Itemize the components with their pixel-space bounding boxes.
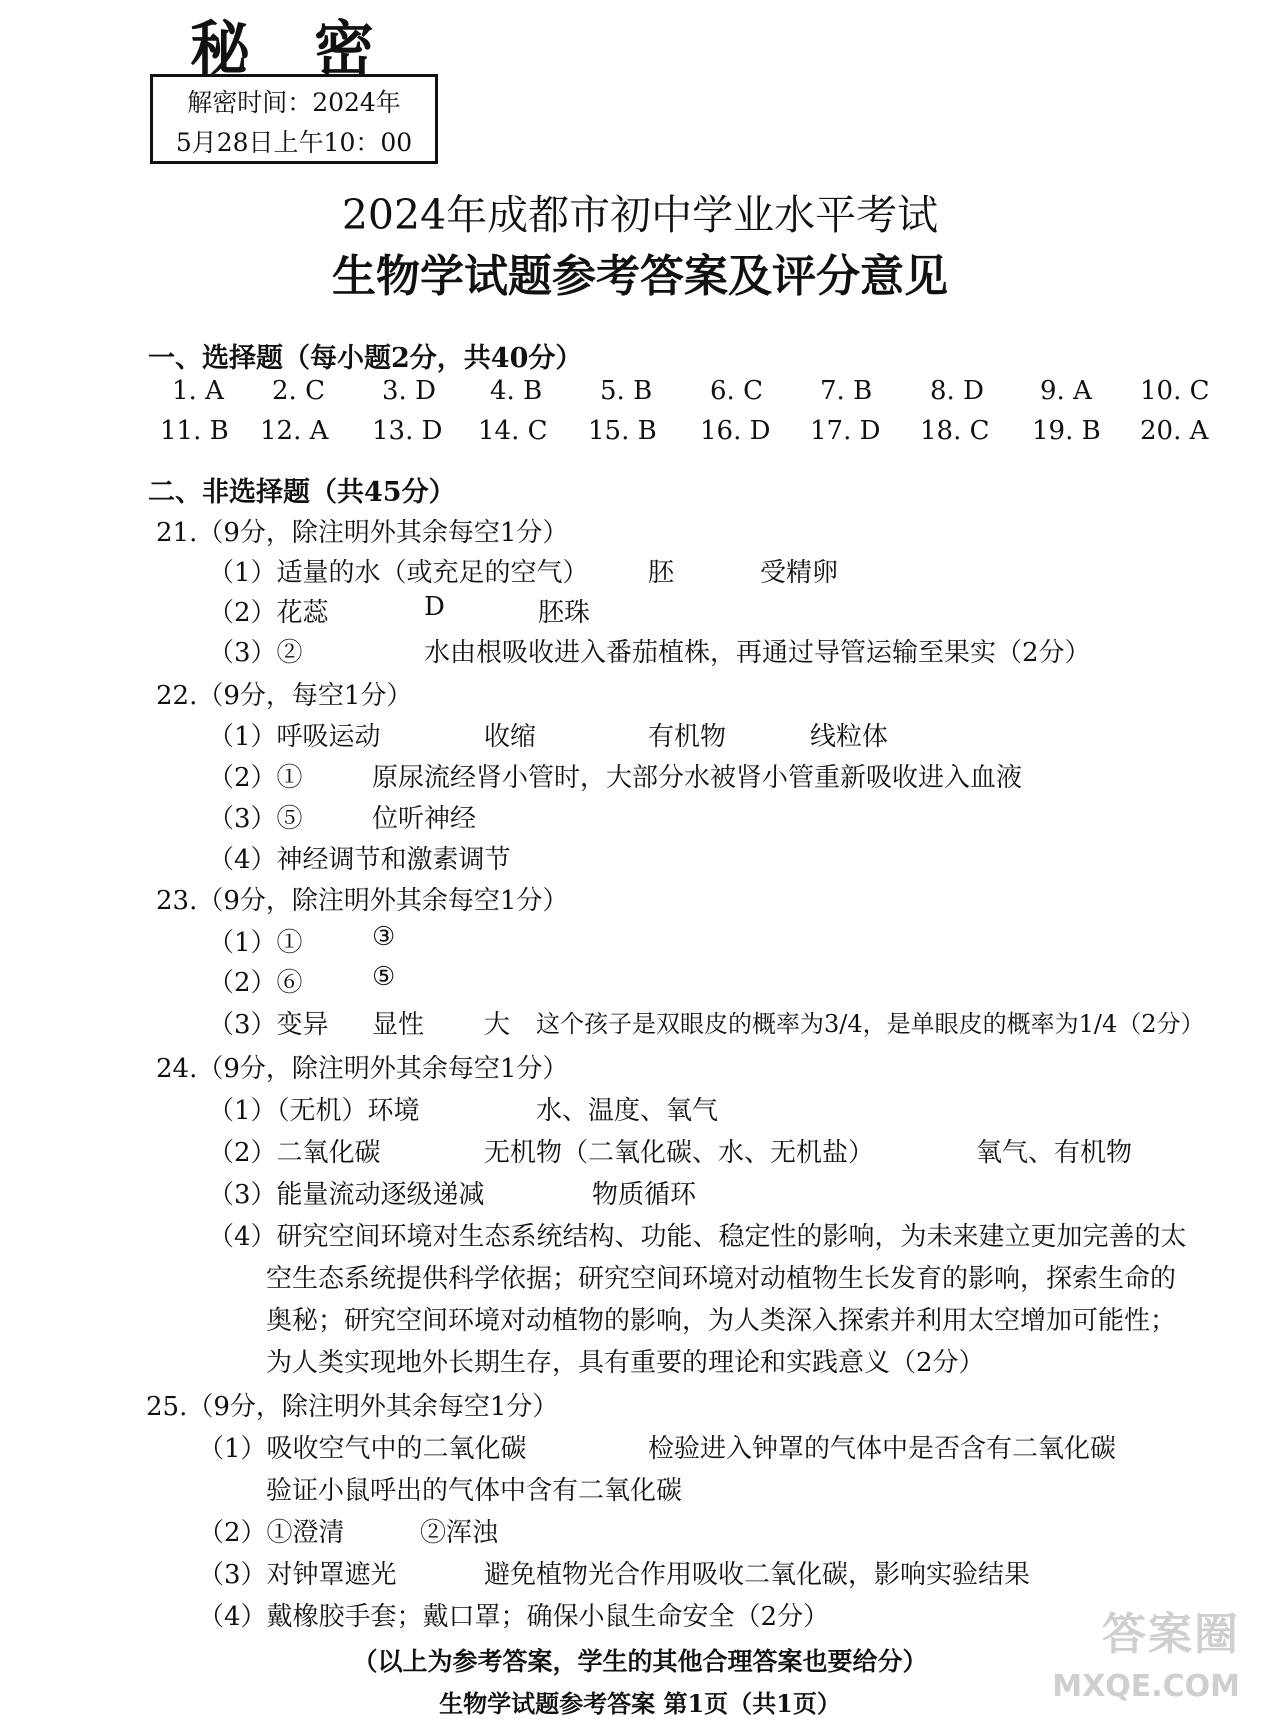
q25-answer: ②浑浊 (420, 1518, 499, 1548)
mc-answer: 5. B (600, 376, 653, 406)
mc-answer: 10. C (1140, 376, 1210, 406)
mc-answer: 6. C (710, 376, 763, 406)
q22-answer: 线粒体 (810, 722, 889, 752)
mc-answer: 17. D (810, 416, 881, 446)
declassify-time-box (150, 74, 438, 164)
q23-answer: 这个孩子是双眼皮的概率为3/4，是单眼皮的概率为1/4（2分） (536, 1010, 1205, 1038)
q21-heading: 21.（9分，除注明外其余每空1分） (156, 518, 569, 548)
q25-answer: （3）对钟罩遮光 (198, 1560, 397, 1590)
mc-answer: 2. C (272, 376, 325, 406)
q24-answer: 氧气、有机物 (976, 1138, 1133, 1168)
exam-title: 2024年成都市初中学业水平考试 (341, 191, 939, 239)
mc-answer: 16. D (700, 416, 771, 446)
q22-answer: 有机物 (648, 722, 727, 752)
q25-answer: （2）①澄清 (198, 1518, 345, 1548)
q21-answer: （3）② (208, 638, 303, 668)
q21-answer: 胚珠 (538, 598, 591, 628)
q25-answer: （1）吸收空气中的二氧化碳 (198, 1434, 527, 1464)
declassify-time-line1: 解密时间：2024年 (187, 88, 401, 117)
q21-answer: D (424, 592, 445, 622)
declassify-time-line2: 5月28日上午10：00 (175, 128, 413, 157)
q24-answer-line: 奥秘；研究空间环境对动植物的影响，为人类深入探索并利用太空增加可能性； (266, 1306, 1177, 1336)
q21-answer: 受精卵 (760, 558, 839, 588)
q22-answer: 原尿流经肾小管时，大部分水被肾小管重新吸收进入血液 (372, 763, 1023, 793)
q22-answer: 收缩 (484, 722, 537, 752)
q25-answer: （4）戴橡胶手套；戴口罩；确保小鼠生命安全（2分） (198, 1602, 830, 1632)
q22-answer: （1）呼吸运动 (208, 722, 381, 752)
mc-answer: 15. B (588, 416, 657, 446)
secret-label: 秘密 (190, 15, 438, 85)
q24-answer: （2）二氧化碳 (208, 1138, 381, 1168)
q23-answer: 大 (484, 1010, 511, 1040)
q24-answer-line: 为人类实现地外长期生存，具有重要的理论和实践意义（2分） (266, 1348, 985, 1378)
q21-answer: （1）适量的水（或充足的空气） (208, 558, 589, 588)
q22-answer: （3）⑤ (208, 804, 303, 834)
q25-answer: 避免植物光合作用吸收二氧化碳，影响实验结果 (484, 1560, 1031, 1590)
mc-answer: 11. B (160, 416, 229, 446)
section2-heading: 二、非选择题（共45分） (148, 477, 456, 508)
q21-answer: （2）花蕊 (208, 598, 329, 628)
q21-answer: 胚 (648, 558, 675, 588)
q25-answer: 检验进入钟罩的气体中是否含有二氧化碳 (648, 1434, 1117, 1464)
q24-answer-line: （4）研究空间环境对生态系统结构、功能、稳定性的影响，为未来建立更加完善的太 (208, 1222, 1187, 1252)
q24-answer: 物质循环 (592, 1180, 697, 1210)
section1-heading: 一、选择题（每小题2分，共40分） (148, 343, 583, 374)
q23-answer: ⑤ (372, 962, 396, 992)
q23-answer: ③ (372, 922, 396, 952)
watermark-logo: 答案圈 (1102, 1609, 1240, 1660)
q23-answer: （2）⑥ (208, 968, 303, 998)
q22-answer: 位听神经 (372, 804, 477, 834)
watermark-url: MXQE.COM (1052, 1669, 1240, 1704)
q21-answer: 水由根吸收进入番茄植株，再通过导管运输至果实（2分） (424, 638, 1091, 668)
q24-answer: 无机物（二氧化碳、水、无机盐） (484, 1138, 875, 1168)
mc-answer: 8. D (930, 376, 984, 406)
q25-answer: 验证小鼠呼出的气体中含有二氧化碳 (266, 1476, 683, 1506)
mc-answer: 1. A (172, 376, 224, 406)
q24-answer: （1）（无机）环境 (208, 1096, 420, 1126)
q24-answer: 水、温度、氧气 (536, 1096, 719, 1126)
q22-answer: （2）① (208, 763, 303, 793)
mc-answer: 4. B (490, 376, 543, 406)
footer-note: （以上为参考答案，学生的其他合理答案也要给分） (352, 1647, 928, 1676)
mc-answer: 18. C (920, 416, 990, 446)
page-footer: 生物学试题参考答案 第1页（共1页） (439, 1689, 841, 1718)
mc-answer: 9. A (1040, 376, 1092, 406)
q23-answer: （3）变异 (208, 1010, 329, 1040)
q23-answer: （1）① (208, 928, 303, 958)
mc-answer: 20. A (1140, 416, 1209, 446)
mc-answer: 3. D (382, 376, 436, 406)
mc-answer: 14. C (478, 416, 548, 446)
q22-heading: 22.（9分，每空1分） (156, 681, 413, 711)
q23-answer: 显性 (372, 1010, 425, 1040)
q24-answer: （3）能量流动逐级递减 (208, 1180, 485, 1210)
mc-answer: 12. A (260, 416, 329, 446)
answer-key-title: 生物学试题参考答案及评分意见 (332, 251, 948, 302)
q23-heading: 23.（9分，除注明外其余每空1分） (156, 886, 569, 916)
q24-answer-line: 空生态系统提供科学依据；研究空间环境对动植物生长发育的影响，探索生命的 (266, 1264, 1177, 1294)
mc-answer: 7. B (820, 376, 873, 406)
q24-heading: 24.（9分，除注明外其余每空1分） (156, 1054, 569, 1084)
q22-answer: （4）神经调节和激素调节 (208, 845, 511, 875)
mc-answer: 19. B (1032, 416, 1101, 446)
mc-answer: 13. D (372, 416, 443, 446)
q25-heading: 25.（9分，除注明外其余每空1分） (146, 1392, 559, 1422)
